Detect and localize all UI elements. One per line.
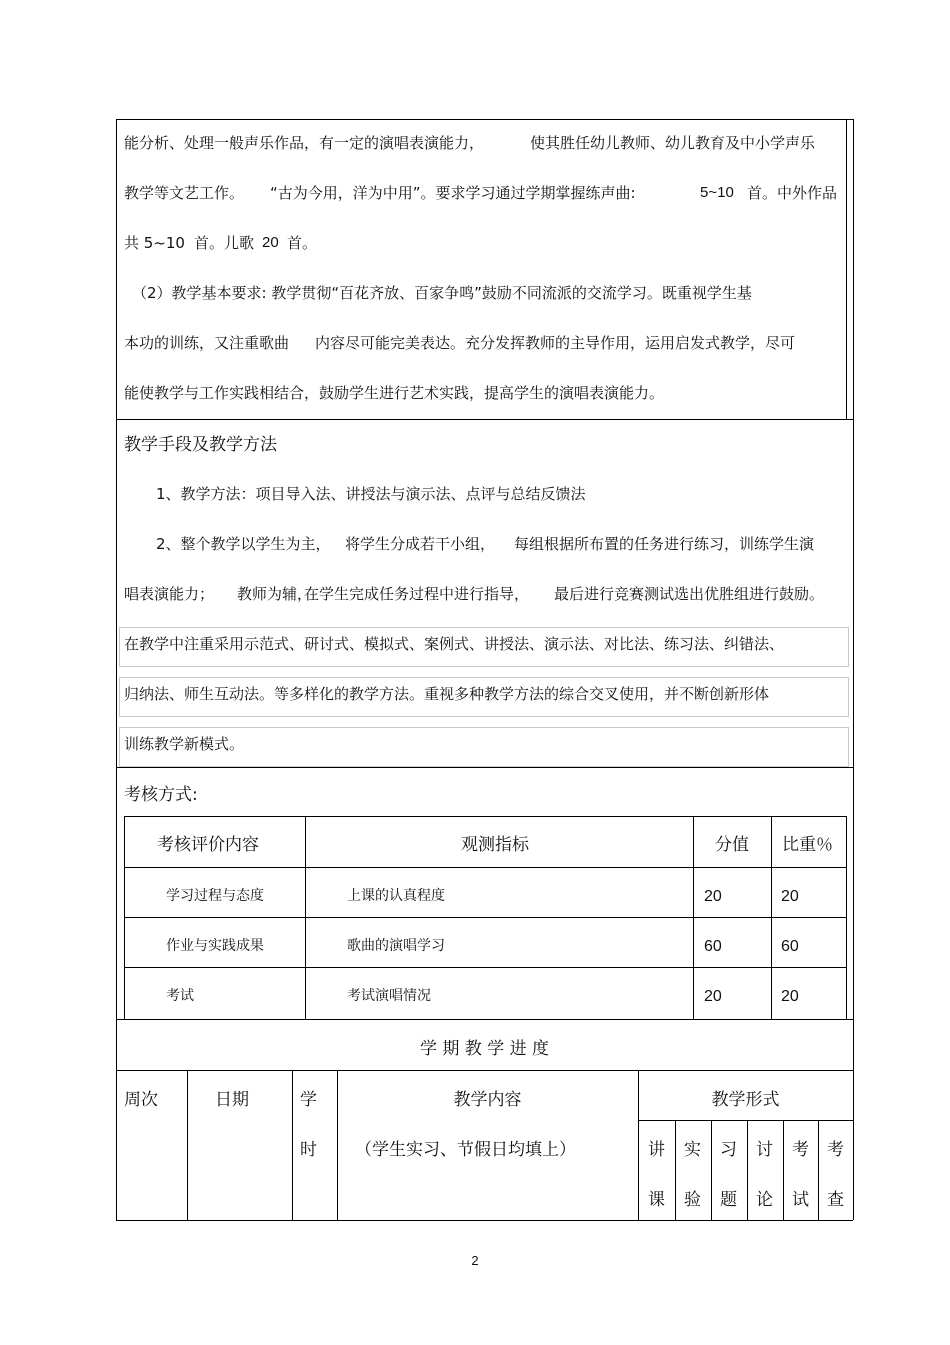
schedule-col-date: 日期 xyxy=(215,1090,249,1110)
schedule-grid-bottom xyxy=(116,1220,853,1221)
schedule-col-form: 教学形式 xyxy=(711,1090,780,1110)
methods-title: 教学手段及教学方法 xyxy=(124,435,277,455)
methods-item3b: 教师为辅， xyxy=(237,585,313,603)
form-exercise-2: 题 xyxy=(720,1190,737,1210)
req-line2c: 5~10 xyxy=(700,184,734,201)
assess-row2-score: 60 xyxy=(704,938,722,955)
methods-item3d: 最后进行竞赛测试选出优胜组进行鼓励。 xyxy=(554,585,825,603)
form-exam-2: 试 xyxy=(792,1190,809,1210)
assess-header-content: 考核评价内容 xyxy=(157,835,259,855)
methods-note1: 在教学中注重采用示范式、研讨式、模拟式、案例式、讲授法、演示法、对比法、练习法、纠错法、 xyxy=(124,635,785,653)
methods-item2b: 将学生分成若干小组， xyxy=(345,535,496,553)
assess-header-score: 分值 xyxy=(715,835,749,855)
assess-grid-row1 xyxy=(124,867,846,868)
assess-header-weight: 比重％ xyxy=(782,835,833,855)
schedule-grid-form-col5 xyxy=(818,1120,819,1220)
form-experiment-2: 验 xyxy=(684,1190,701,1210)
req-basic2a: 本功的训练，又注重歌曲 xyxy=(124,334,290,352)
section-divider-2 xyxy=(116,767,853,768)
schedule-col-week: 周次 xyxy=(124,1090,158,1110)
form-discussion-1: 讨 xyxy=(756,1140,773,1160)
req-line1b: 使其胜任幼儿教师、幼儿教育及中小学声乐 xyxy=(530,134,816,152)
schedule-grid-form-col4 xyxy=(783,1120,784,1220)
assess-row2-weight: 60 xyxy=(781,938,799,955)
assess-grid-col2 xyxy=(693,816,694,1019)
assess-row1-score: 20 xyxy=(704,888,722,905)
form-experiment-1: 实 xyxy=(684,1140,701,1160)
assess-grid-row2 xyxy=(124,917,846,918)
methods-item2a: 2、整个教学以学生为主， xyxy=(156,535,331,553)
schedule-col-content-note: （学生实习、节假日均填上） xyxy=(355,1140,576,1160)
assess-row2-indicator: 歌曲的演唱学习 xyxy=(347,938,445,954)
schedule-grid-form-split xyxy=(638,1120,853,1121)
assess-header-indicator: 观测指标 xyxy=(461,835,529,855)
assess-grid-row3 xyxy=(124,967,846,968)
req-basic2b: 内容尽可能完美表达。充分发挥教师的主导作用，运用启发式教学，尽可 xyxy=(315,334,796,352)
assess-row1-content: 学习过程与态度 xyxy=(166,888,264,904)
methods-item3c: 在学生完成任务过程中进行指导， xyxy=(304,585,530,603)
req-line2b: “古为今用，洋为中用”。要求学习通过学期掌握练声曲: xyxy=(270,184,636,202)
schedule-col-hours-2: 时 xyxy=(300,1140,317,1160)
frame-right-border xyxy=(853,119,854,1220)
schedule-grid-form-col1 xyxy=(675,1120,676,1220)
assess-row1-indicator: 上课的认真程度 xyxy=(347,888,445,904)
assess-row3-score: 20 xyxy=(704,988,722,1005)
methods-note3: 训练教学新模式。 xyxy=(124,735,245,753)
req-line3d: 首。 xyxy=(287,234,318,252)
section-divider-1 xyxy=(116,419,853,420)
frame-right-inner-border xyxy=(846,119,847,419)
page-number: 2 xyxy=(471,1253,479,1268)
assess-row3-indicator: 考试演唱情况 xyxy=(347,988,431,1004)
req-line1a: 能分析、处理一般声乐作品，有一定的演唱表演能力， xyxy=(124,134,485,152)
form-exercise-1: 习 xyxy=(720,1140,737,1160)
assess-row3-content: 考试 xyxy=(166,988,194,1004)
schedule-col-hours-1: 学 xyxy=(300,1090,317,1110)
assess-grid-col3 xyxy=(771,816,772,1019)
req-line3a: 共 5~10 xyxy=(124,234,185,252)
schedule-grid-form-col3 xyxy=(747,1120,748,1220)
schedule-col-content: 教学内容 xyxy=(453,1090,522,1110)
schedule-grid-form-col2 xyxy=(711,1120,712,1220)
assess-row2-content: 作业与实践成果 xyxy=(166,938,264,954)
form-exam-1: 考 xyxy=(792,1140,809,1160)
methods-note2: 归纳法、师生互动法。等多样化的教学方法。重视多种教学方法的综合交叉使用，并不断创新形体 xyxy=(124,685,770,703)
form-discussion-2: 论 xyxy=(756,1190,773,1210)
schedule-title: 学 期 教 学 进 度 xyxy=(419,1039,550,1059)
assessment-title: 考核方式: xyxy=(124,785,198,805)
schedule-grid-top xyxy=(116,1070,853,1071)
assess-grid-col1 xyxy=(305,816,306,1019)
methods-item2c: 每组根据所布置的任务进行练习，训练学生演 xyxy=(514,535,815,553)
assess-row3-weight: 20 xyxy=(781,988,799,1005)
req-line2d: 首。中外作品 xyxy=(747,184,838,202)
methods-item3a: 唱表演能力； xyxy=(124,585,215,603)
assess-row1-weight: 20 xyxy=(781,888,799,905)
req-line3b: 首。儿歌 xyxy=(194,234,255,252)
form-lecture-1: 讲 xyxy=(648,1140,665,1160)
assess-grid-col0 xyxy=(124,816,125,1019)
form-check-2: 查 xyxy=(827,1190,844,1210)
form-lecture-2: 课 xyxy=(648,1190,665,1210)
req-basic3: 能使教学与工作实践相结合，鼓励学生进行艺术实践，提高学生的演唱表演能力。 xyxy=(124,384,665,402)
req-line3c: 20 xyxy=(262,234,279,251)
assess-grid-col4 xyxy=(846,816,847,1019)
schedule-grid-col1 xyxy=(187,1070,188,1220)
frame-top-border xyxy=(116,119,853,120)
schedule-grid-col2 xyxy=(292,1070,293,1220)
req-line2a: 教学等文艺工作。 xyxy=(124,184,245,202)
req-basic1: （2）教学基本要求: 教学贯彻“百花齐放、百家争鸣”鼓励不同流派的交流学习。既重视学生基 xyxy=(132,284,752,302)
form-check-1: 考 xyxy=(827,1140,844,1160)
assess-grid-top xyxy=(124,816,846,817)
section-divider-3 xyxy=(116,1019,853,1020)
methods-item1: 1、教学方法：项目导入法、讲授法与演示法、点评与总结反馈法 xyxy=(156,485,586,503)
